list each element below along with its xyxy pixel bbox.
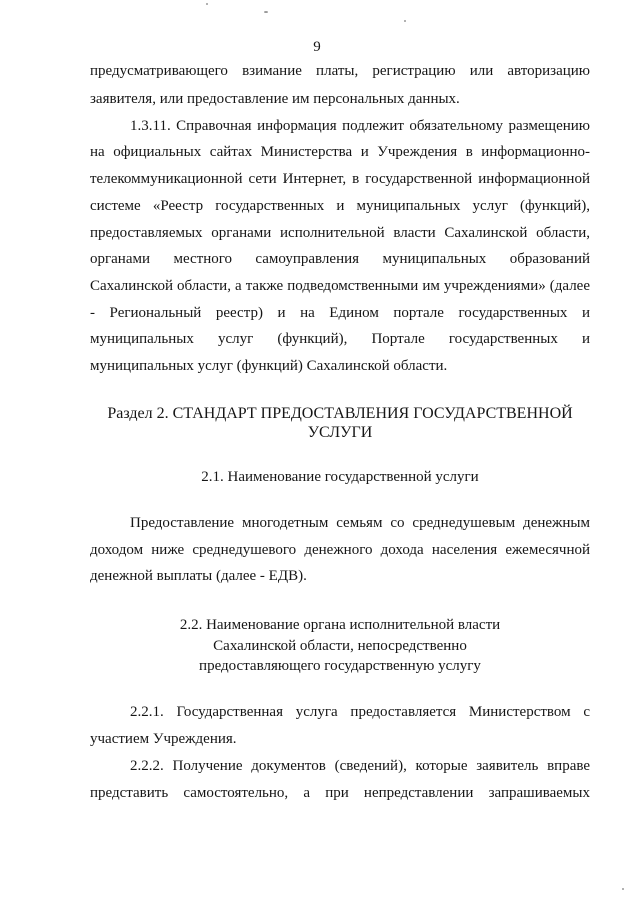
page-number: 9 bbox=[313, 39, 321, 55]
text-line: системе «Реестр государственных и муниципальных услуг (функций), bbox=[90, 198, 590, 214]
text-line: муниципальных услуг (функций), Портале государственных и bbox=[90, 331, 590, 347]
text-line: на официальных сайтах Министерства и Учреждения в информационно- bbox=[90, 144, 590, 160]
subsection-2-1-title: 2.1. Наименование государственной услуги bbox=[201, 469, 479, 485]
text-line: муниципальных услуг (функций) Сахалинской области. bbox=[90, 358, 448, 374]
heading-line: Сахалинской области, непосредственно bbox=[213, 638, 467, 654]
text-line: телекоммуникационной сети Интернет, в государственной информационной bbox=[90, 171, 590, 187]
heading-line: УСЛУГИ bbox=[307, 424, 373, 441]
text-line: денежной выплаты (далее - ЕДВ). bbox=[90, 568, 307, 584]
text-line: доходом ниже среднедушевого денежного дохода населения ежемесячной bbox=[90, 542, 590, 558]
text-line: 2.2.2. Получение документов (сведений), которые заявитель вправе bbox=[130, 758, 590, 774]
heading-line: предоставляющего государственную услугу bbox=[199, 658, 481, 674]
text-line: Сахалинской области, а также подведомственными им учреждениями» (далее bbox=[90, 278, 590, 294]
text-line: предоставляемых органами исполнительной власти Сахалинской области, bbox=[90, 225, 590, 241]
text-line: представить самостоятельно, а при непредставлении запрашиваемых bbox=[90, 785, 590, 801]
text-line: 1.3.11. Справочная информация подлежит обязательному размещению bbox=[130, 118, 590, 134]
text-line: Предоставление многодетным семьям со среднедушевым денежным bbox=[130, 515, 590, 531]
text-line: предусматривающего взимание платы, регистрацию или авторизацию bbox=[90, 63, 590, 79]
text-line: 2.2.1. Государственная услуга предоставляется Министерством с bbox=[130, 704, 590, 720]
scan-speck bbox=[264, 11, 268, 13]
text-line: заявителя, или предоставление им персональных данных. bbox=[90, 91, 460, 107]
scan-speck bbox=[206, 3, 208, 5]
heading-line: Раздел 2. СТАНДАРТ ПРЕДОСТАВЛЕНИЯ ГОСУДАРСТВЕННОЙ bbox=[107, 405, 573, 422]
heading-line: 2.2. Наименование органа исполнительной власти bbox=[179, 617, 501, 633]
text-line: - Региональный реестр) и на Едином портале государственных и bbox=[90, 305, 590, 321]
text-line: участием Учреждения. bbox=[90, 731, 237, 747]
text-line: органами местного самоуправления муниципальных образований bbox=[90, 251, 590, 267]
scan-speck bbox=[404, 20, 406, 22]
scan-speck bbox=[622, 888, 624, 890]
